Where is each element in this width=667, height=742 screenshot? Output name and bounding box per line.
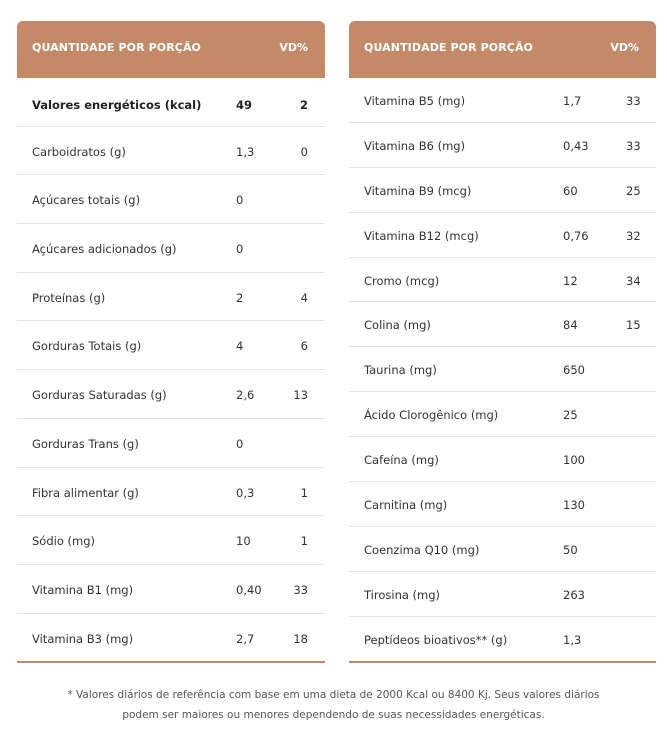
nutrient-name: Cromo (mcg) <box>364 273 440 288</box>
nutrient-quantity: 49 <box>236 98 253 112</box>
table-row <box>349 437 656 482</box>
nutrient-quantity: 0 <box>236 193 244 208</box>
table-row <box>17 321 325 370</box>
footnote-line: * Valores diários de referência com base em uma dieta de 2000 Kcal ou 8400 Kj. Seus valores diários <box>67 689 600 701</box>
footnote-line: podem ser maiores ou menores dependendo de suas necessidades energéticas. <box>122 709 545 721</box>
nutrient-name: Carboidratos (g) <box>32 144 126 159</box>
nutrient-vd: 4 <box>300 290 308 305</box>
nutrient-vd: 2 <box>299 98 308 112</box>
nutrient-quantity: 263 <box>563 587 585 602</box>
table-row <box>17 127 325 176</box>
nutrient-quantity: 130 <box>563 498 585 513</box>
nutrient-vd: 34 <box>626 273 641 288</box>
table-row <box>349 392 656 437</box>
table-row <box>349 213 656 258</box>
nutrient-name: Vitamina B5 (mg) <box>364 94 466 108</box>
nutrient-quantity: 1,3 <box>563 632 582 647</box>
nutrient-quantity: 0,43 <box>563 138 589 153</box>
nutrient-vd: 0 <box>300 144 308 159</box>
table-row <box>349 258 656 303</box>
table-row <box>349 168 656 213</box>
nutrient-name: Peptídeos bioativos** (g) <box>364 632 508 647</box>
nutrient-name: Ácido Clorogênico (mg) <box>364 408 499 423</box>
nutrient-name: Tirosina (mg) <box>364 587 441 602</box>
nutrition-table-right <box>349 21 656 663</box>
nutrient-quantity: 50 <box>563 542 578 557</box>
nutrient-vd: 32 <box>626 228 641 243</box>
table-row <box>17 614 325 662</box>
nutrient-quantity: 60 <box>563 183 578 198</box>
nutrient-name: Gorduras Saturadas (g) <box>32 388 167 403</box>
nutrient-vd: 1 <box>300 485 308 500</box>
table-body <box>17 78 325 663</box>
nutrient-name: Gorduras Totais (g) <box>32 339 142 354</box>
nutrient-quantity: 100 <box>563 453 585 468</box>
nutrient-name: Taurina (mg) <box>364 363 437 378</box>
table-body <box>349 78 656 663</box>
nutrient-name: Vitamina B9 (mcg) <box>364 183 472 198</box>
nutrient-quantity: 1,3 <box>236 144 255 159</box>
nutrient-quantity: 84 <box>563 318 578 333</box>
nutrient-vd: 33 <box>626 138 641 153</box>
table-row <box>349 302 656 347</box>
table-row <box>17 370 325 419</box>
nutrient-vd: 18 <box>293 631 308 646</box>
nutrient-vd: 25 <box>626 183 641 198</box>
table-row <box>17 224 325 273</box>
nutrient-name: Valores energéticos (kcal) <box>32 98 202 112</box>
table-row <box>349 527 656 572</box>
nutrient-quantity: 650 <box>563 363 585 378</box>
header-vd: VD% <box>610 41 639 54</box>
nutrient-quantity: 12 <box>563 273 578 288</box>
nutrient-name: Coenzima Q10 (mg) <box>364 542 480 557</box>
nutrient-name: Sódio (mg) <box>32 534 95 549</box>
nutrient-name: Vitamina B1 (mg) <box>32 582 134 597</box>
nutrient-name: Colina (mg) <box>364 318 431 333</box>
nutrient-quantity: 0 <box>236 436 244 451</box>
nutrient-vd: 15 <box>626 318 641 333</box>
nutrient-quantity: 0 <box>236 242 244 257</box>
nutrient-quantity: 0,40 <box>236 582 262 597</box>
nutrient-vd: 6 <box>300 339 308 354</box>
footnote <box>40 685 627 725</box>
nutrient-name: Carnitina (mg) <box>364 498 448 513</box>
nutrient-vd: 1 <box>300 534 308 549</box>
table-header <box>349 21 656 78</box>
header-title: QUANTIDADE POR PORÇÃO <box>364 41 534 54</box>
table-row <box>17 565 325 614</box>
table-row <box>349 572 656 617</box>
nutrient-vd: 33 <box>626 94 641 108</box>
nutrient-quantity: 1,7 <box>563 94 582 108</box>
nutrient-quantity: 4 <box>236 339 244 354</box>
header-title: QUANTIDADE POR PORÇÃO <box>32 41 202 54</box>
nutrient-quantity: 0,76 <box>563 228 589 243</box>
table-row <box>349 482 656 527</box>
table-row <box>349 123 656 168</box>
nutrient-name: Proteínas (g) <box>32 290 106 305</box>
nutrient-name: Açúcares adicionados (g) <box>32 242 177 257</box>
table-row <box>17 175 325 224</box>
nutrient-name: Gorduras Trans (g) <box>32 436 139 451</box>
nutrient-vd: 33 <box>293 582 308 597</box>
nutrient-name: Cafeína (mg) <box>364 453 439 468</box>
nutrient-name: Fibra alimentar (g) <box>32 485 139 500</box>
table-row <box>349 617 656 661</box>
nutrient-name: Vitamina B3 (mg) <box>32 631 134 646</box>
nutrient-quantity: 2,6 <box>236 388 255 403</box>
nutrient-vd: 13 <box>293 388 308 403</box>
nutrient-name: Vitamina B6 (mg) <box>364 138 466 153</box>
table-row <box>17 419 325 468</box>
nutrient-name: Vitamina B12 (mcg) <box>364 228 479 243</box>
table-row <box>349 347 656 392</box>
table-row <box>17 273 325 322</box>
nutrient-quantity: 10 <box>236 534 251 549</box>
nutrient-name: Açúcares totais (g) <box>32 193 141 208</box>
table-row <box>349 78 656 123</box>
nutrient-quantity: 0,3 <box>236 485 255 500</box>
nutrition-table-left <box>17 21 325 663</box>
table-row <box>17 78 325 127</box>
header-vd: VD% <box>279 41 308 54</box>
nutrient-quantity: 2,7 <box>236 631 255 646</box>
nutrient-quantity: 2 <box>236 290 244 305</box>
nutrient-quantity: 25 <box>563 408 578 423</box>
table-row <box>17 516 325 565</box>
table-row <box>17 468 325 517</box>
table-header <box>17 21 325 78</box>
